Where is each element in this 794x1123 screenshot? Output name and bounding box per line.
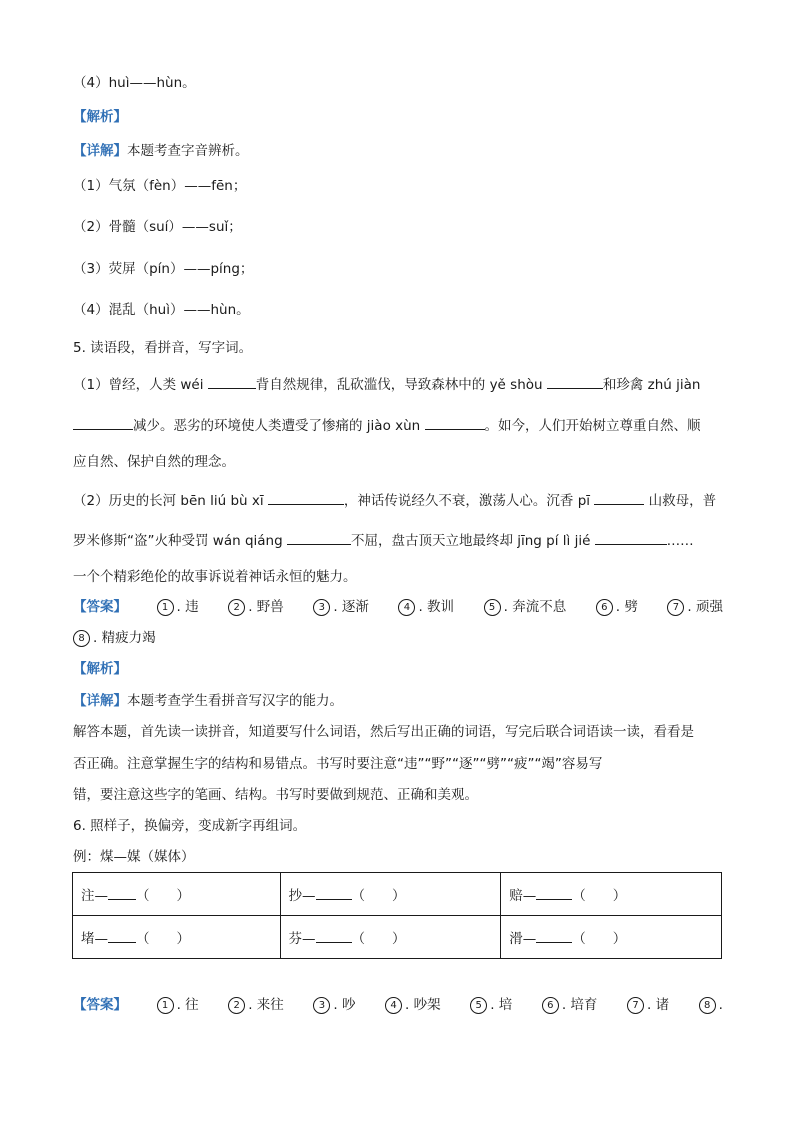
paren[interactable]: （ ） xyxy=(572,931,627,947)
answer-number: 5 xyxy=(484,599,501,616)
detail-label: 【详解】 xyxy=(73,693,127,709)
answer-text: . 劈 xyxy=(615,599,638,615)
q5-answer-8 xyxy=(73,629,156,647)
answer-number: 1 xyxy=(157,997,174,1014)
answer-item xyxy=(313,598,369,616)
table-row xyxy=(73,916,722,959)
blank-3[interactable] xyxy=(73,416,133,430)
table-cell xyxy=(73,916,281,959)
q5-title: 5. 读语段，看拼音，写字词。 xyxy=(73,340,253,356)
answer-item xyxy=(228,598,284,616)
answer-number: 3 xyxy=(313,997,330,1014)
q5-passage2-line1 xyxy=(73,491,716,510)
q5-text: 山救母，普 xyxy=(644,493,717,509)
blank[interactable] xyxy=(316,886,352,900)
blank-2[interactable] xyxy=(547,375,603,389)
blank[interactable] xyxy=(316,929,352,943)
q6-title: 6. 照样子，换偏旁，变成新字再组词。 xyxy=(73,818,307,834)
answer-number: 7 xyxy=(667,599,684,616)
q5-analysis-line3: 错，要注意这些字的笔画、结构。书写时要做到规范、正确和美观。 xyxy=(73,787,478,803)
answer-number: 3 xyxy=(313,599,330,616)
paren[interactable]: （ ） xyxy=(351,888,406,904)
q6-answer-row xyxy=(73,996,723,1014)
answer-text: . 教训 xyxy=(418,599,455,615)
answer-text: . 逐渐 xyxy=(333,599,369,615)
table-cell xyxy=(280,873,501,916)
blank-8[interactable] xyxy=(595,531,667,545)
answer-item xyxy=(385,996,441,1014)
answer-number: 6 xyxy=(596,599,613,616)
answer-item xyxy=(667,598,723,616)
answer-text: . 往 xyxy=(176,997,199,1013)
answer-label: 【答案】 xyxy=(73,997,127,1013)
cell-char: 注— xyxy=(81,888,108,904)
q5-text: （2）历史的长河 bēn liú bù xī xyxy=(73,493,268,509)
q5-answer-row xyxy=(73,598,723,616)
answer-number: 4 xyxy=(398,599,415,616)
paren[interactable]: （ ） xyxy=(136,888,190,904)
q5-passage2-line3: 一个个精彩绝伦的故事诉说着神话永恒的魅力。 xyxy=(73,569,357,585)
answer-item xyxy=(398,598,454,616)
answer-item xyxy=(542,996,598,1014)
q5-passage1-line3: 应自然、保护自然的理念。 xyxy=(73,454,235,470)
answer-item xyxy=(596,598,638,616)
q5-analysis-line1: 解答本题，首先读一读拼音，知道要写什么词语，然后写出正确的词语，写完后联合词语读一读，看看是 xyxy=(73,724,694,740)
answer-number: 1 xyxy=(157,599,174,616)
answer-text: . 培育 xyxy=(561,997,598,1013)
q6-example: 例：煤—媒（媒体） xyxy=(73,849,195,865)
blank[interactable] xyxy=(536,929,572,943)
cell-char: 芬— xyxy=(288,931,316,947)
cell-char: 堵— xyxy=(81,931,108,947)
table-cell xyxy=(73,873,281,916)
answer-number: 4 xyxy=(385,997,402,1014)
blank-7[interactable] xyxy=(287,531,351,545)
analysis-label: 【解析】 xyxy=(73,109,127,125)
q4-answer-2: （2）骨髓（suí）——suǐ； xyxy=(73,219,242,235)
answer-text: . 诸 xyxy=(647,997,670,1013)
answer-item xyxy=(484,598,567,616)
table-row xyxy=(73,873,722,916)
q5-text: 和珍禽 zhú jiàn xyxy=(602,377,701,393)
paren[interactable]: （ ） xyxy=(136,931,190,947)
answer-item xyxy=(470,996,512,1014)
q5-text: ，神话传说经久不衰，激荡人心。沉香 pī xyxy=(343,493,595,509)
q5-text: （1）曾经，人类 wéi xyxy=(73,377,208,393)
answer-text: . 野兽 xyxy=(248,599,284,615)
q4-answer-1: （1）气氛（fèn）——fēn； xyxy=(73,178,247,194)
answer-item xyxy=(157,996,199,1014)
q5-text: 背自然规律，乱砍滥伐，导致森林中的 yě shòu xyxy=(255,377,547,393)
answer-text: . 吵架 xyxy=(405,997,441,1013)
q4-detail xyxy=(73,142,249,160)
answer-text: . 违 xyxy=(176,599,199,615)
blank-4[interactable] xyxy=(425,416,485,430)
q4-answer-4: （4）混乱（huì）——hùn。 xyxy=(73,302,250,318)
answer-text: . xyxy=(718,997,723,1013)
answer-text: . 奔流不息 xyxy=(503,599,567,615)
answer-item xyxy=(228,996,284,1014)
paren[interactable]: （ ） xyxy=(351,931,406,947)
answer-text: . 精疲力竭 xyxy=(93,630,156,646)
detail-label: 【详解】 xyxy=(73,143,127,159)
q5-passage1-line2 xyxy=(73,416,701,435)
blank-6[interactable] xyxy=(594,491,644,505)
cell-char: 赔— xyxy=(509,888,537,904)
answer-item xyxy=(313,996,355,1014)
cell-char: 滑— xyxy=(509,931,537,947)
answer-text: . 来往 xyxy=(248,997,284,1013)
q6-table xyxy=(72,872,722,959)
answer-number: 2 xyxy=(228,997,245,1014)
answer-item xyxy=(699,996,723,1014)
analysis-label: 【解析】 xyxy=(73,661,127,677)
q5-passage1-line1 xyxy=(73,375,700,394)
q4-answer-3: （3）荧屏（pín）——píng； xyxy=(73,261,254,277)
q5-text: 减少。恶劣的环境使人类遭受了惨痛的 jiào xùn xyxy=(133,418,425,434)
answer-number: 2 xyxy=(228,599,245,616)
q4-item-4: （4）huì——hùn。 xyxy=(73,75,196,91)
answer-number: 7 xyxy=(627,997,644,1014)
answer-label: 【答案】 xyxy=(73,599,127,615)
q5-detail-text: 本题考查学生看拼音写汉字的能力。 xyxy=(127,693,343,709)
q4-detail-text: 本题考查字音辨析。 xyxy=(127,143,249,159)
q5-analysis-line2: 否正确。注意掌握生字的结构和易错点。书写时要注意“违”“野”“逐”“劈”“疲”“竭”容易写 xyxy=(73,756,603,772)
q5-text: 。如今，人们开始树立尊重自然、顺 xyxy=(484,418,701,434)
answer-item xyxy=(627,996,669,1014)
answer-number: 6 xyxy=(542,997,559,1014)
answer-text: . 顽强 xyxy=(687,599,723,615)
blank[interactable] xyxy=(108,929,136,943)
answer-number: 8 xyxy=(699,997,716,1014)
cell-char: 抄— xyxy=(288,888,316,904)
answer-item xyxy=(157,598,199,616)
q5-text: …… xyxy=(666,533,694,549)
q5-text: 不屈，盘古顶天立地最终却 jīng pí lì jié xyxy=(350,533,595,549)
table-cell xyxy=(501,916,722,959)
blank-1[interactable] xyxy=(208,375,256,389)
answer-number: 8 xyxy=(73,630,90,647)
paren[interactable]: （ ） xyxy=(572,888,627,904)
q5-detail xyxy=(73,692,343,710)
blank-5[interactable] xyxy=(268,491,344,505)
answer-number: 5 xyxy=(470,997,487,1014)
answer-text: . 培 xyxy=(490,997,513,1013)
blank[interactable] xyxy=(108,886,136,900)
q5-passage2-line2 xyxy=(73,531,694,550)
answer-text: . 吵 xyxy=(333,997,356,1013)
table-cell xyxy=(501,873,722,916)
q5-text: 罗米修斯“盗”火种受罚 wán qiáng xyxy=(73,533,287,549)
table-cell xyxy=(280,916,501,959)
blank[interactable] xyxy=(536,886,572,900)
